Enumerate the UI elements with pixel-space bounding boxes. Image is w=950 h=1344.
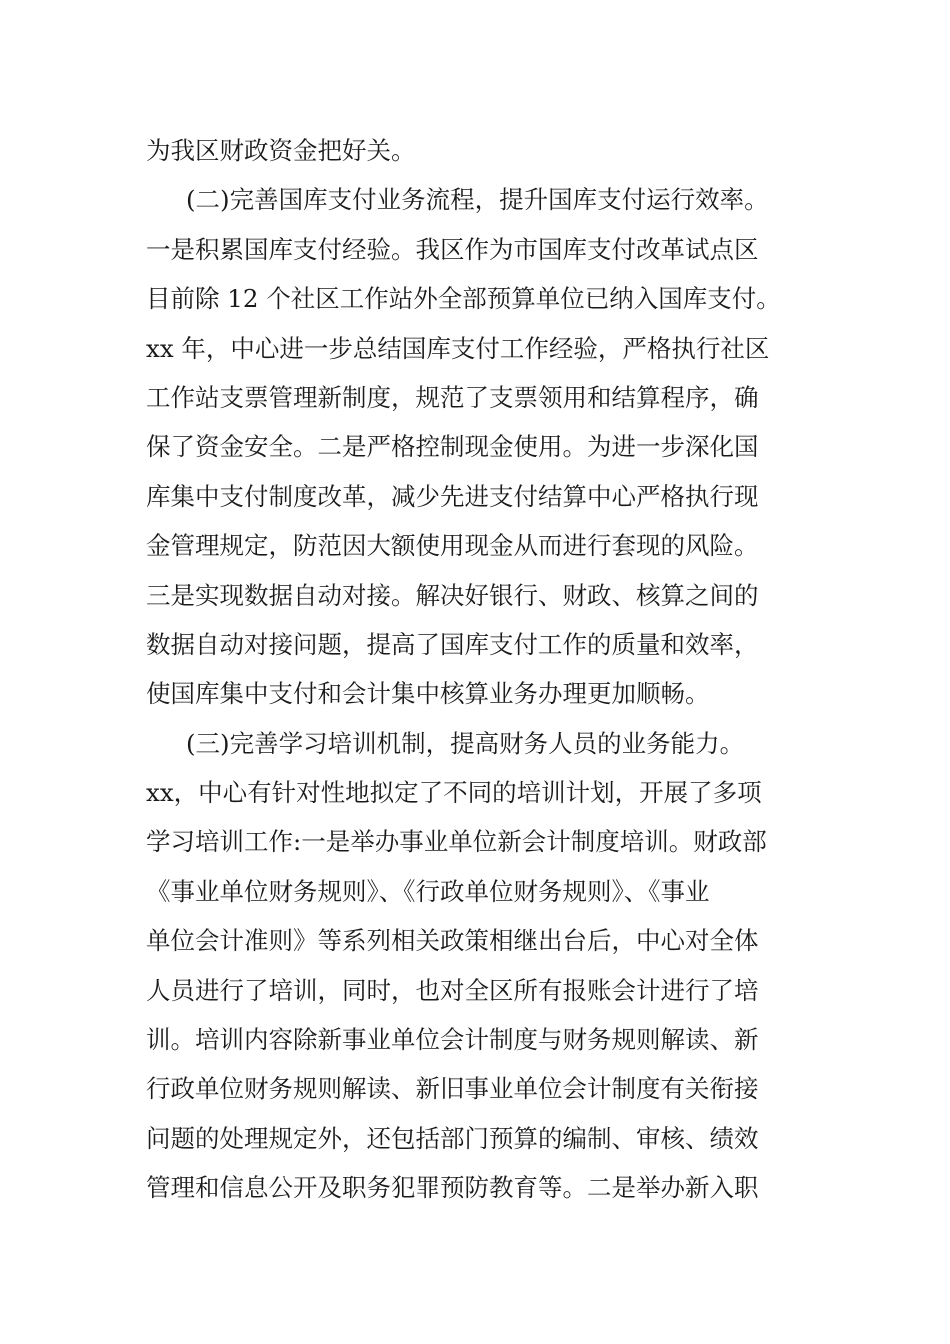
text-line: 人员进行了培训，同时，也对全区所有报账会计进行了培 bbox=[146, 975, 759, 1005]
text-line: xx 年，中心进一步总结国库支付工作经验，严格执行社区 bbox=[146, 333, 770, 363]
section-heading: (三)完善学习培训机制，提高财务人员的业务能力。 bbox=[186, 728, 745, 758]
text-line: 使国库集中支付和会计集中核算业务办理更加顺畅。 bbox=[146, 679, 710, 709]
section-heading: (二)完善国库支付业务流程，提升国库支付运行效率。 bbox=[186, 185, 769, 215]
text-line: 行政单位财务规则解读、新旧事业单位会计制度有关衔接 bbox=[146, 1074, 759, 1104]
text-line: 一是积累国库支付经验。我区作为市国库支付改革试点区 bbox=[146, 234, 759, 264]
text-line: 学习培训工作:一是举办事业单位新会计制度培训。财政部 bbox=[146, 827, 767, 857]
text-line: 管理和信息公开及职务犯罪预防教育等。二是举办新入职 bbox=[146, 1173, 759, 1203]
document-body bbox=[146, 126, 826, 1213]
text-line: 库集中支付制度改革，减少先进支付结算中心严格执行现 bbox=[146, 481, 759, 511]
text-line: xx，中心有针对性地拟定了不同的培训计划，开展了多项 bbox=[146, 778, 762, 808]
text-line: 数据自动对接问题，提高了国库支付工作的质量和效率， bbox=[146, 629, 759, 659]
text-line: 训。培训内容除新事业单位会计制度与财务规则解读、新 bbox=[146, 1025, 759, 1055]
text-line: 目前除 12 个社区工作站外全部预算单位已纳入国库支付。 bbox=[146, 284, 781, 314]
text-line: 问题的处理规定外，还包括部门预算的编制、审核、绩效 bbox=[146, 1123, 759, 1153]
text-line: 单位会计准则》等系列相关政策相继出台后，中心对全体 bbox=[146, 926, 759, 956]
text-line: 《事业单位财务规则》、《行政单位财务规则》、《事业 bbox=[146, 876, 710, 906]
text-line: 金管理规定，防范因大额使用现金从而进行套现的风险。 bbox=[146, 531, 759, 561]
text-line: 三是实现数据自动对接。解决好银行、财政、核算之间的 bbox=[146, 580, 759, 610]
text-line: 保了资金安全。二是严格控制现金使用。为进一步深化国 bbox=[146, 432, 759, 462]
text-line: 工作站支票管理新制度，规范了支票领用和结算程序，确 bbox=[146, 382, 759, 412]
text-line: 为我区财政资金把好关。 bbox=[146, 136, 416, 165]
